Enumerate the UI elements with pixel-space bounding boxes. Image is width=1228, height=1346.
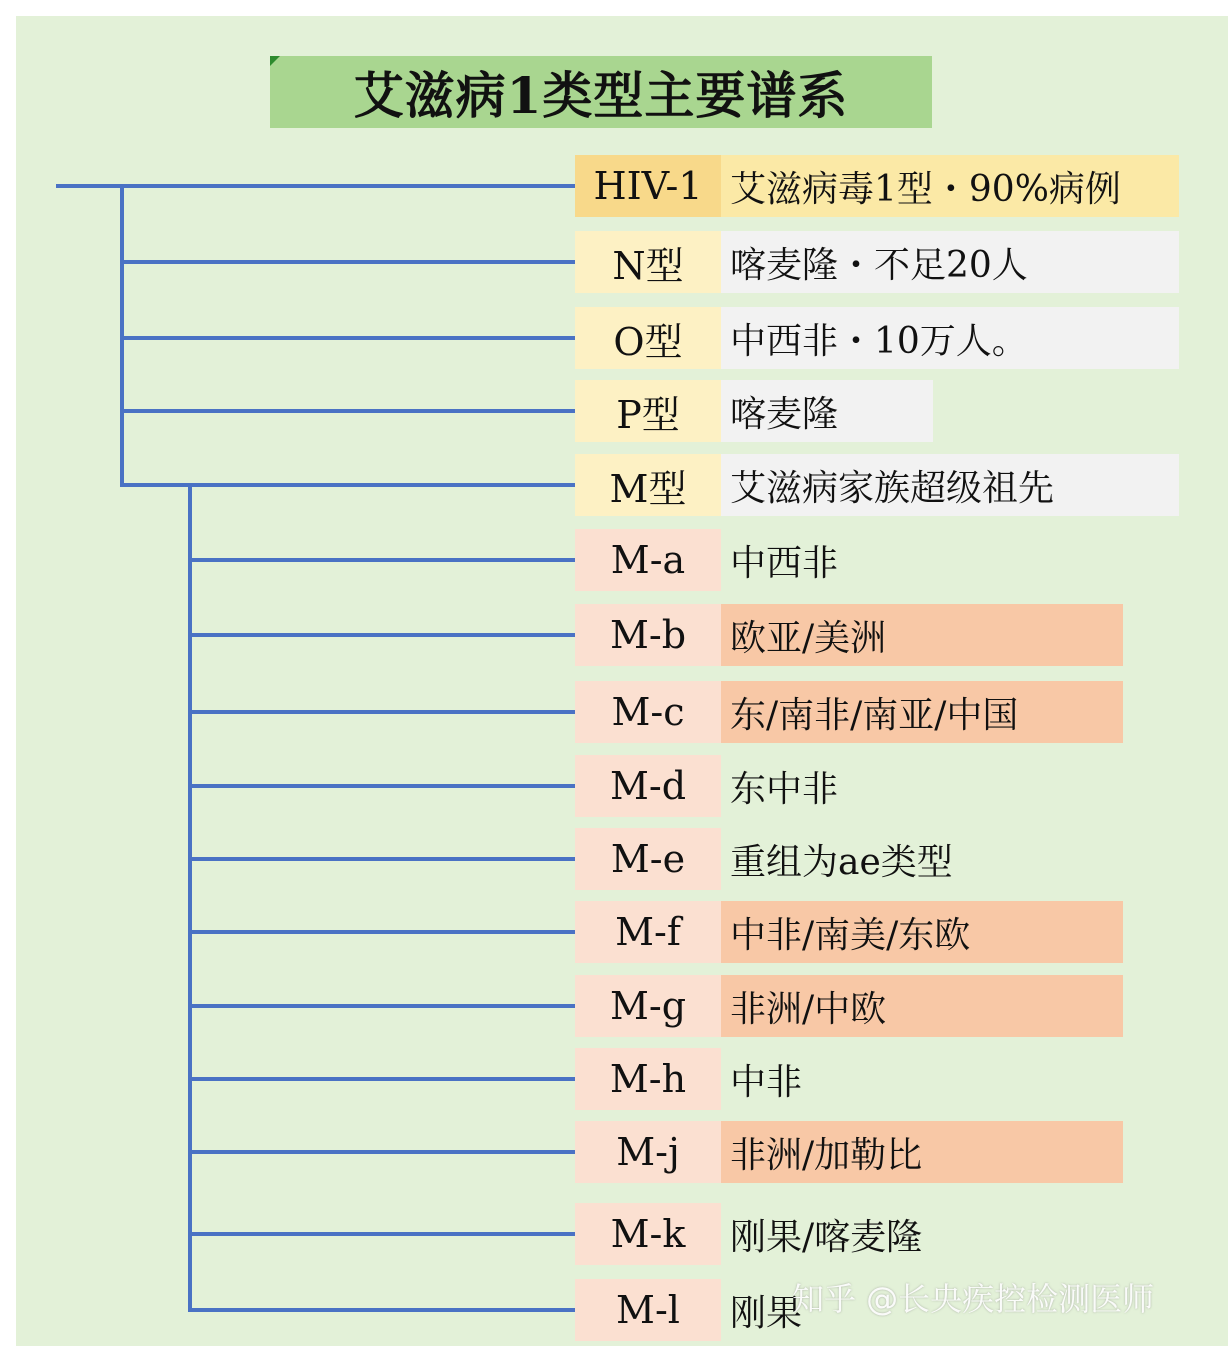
- group-1-description: 喀麦隆・不足20人: [721, 231, 1179, 293]
- root-hiv1-description: 艾滋病毒1型・90%病例: [721, 155, 1179, 217]
- group-2-code: O型: [575, 307, 721, 369]
- subtype-4-description: 东中非: [721, 755, 1123, 817]
- diagram-title: 艾滋病1类型主要谱系: [353, 66, 849, 125]
- root-hiv1-code: HIV-1: [575, 155, 721, 217]
- subtype-4-code: M-d: [575, 755, 721, 817]
- group-1-code: N型: [575, 231, 721, 293]
- subtype-7-description: 非洲/中欧: [721, 975, 1123, 1037]
- subtype-2-description: 欧亚/美洲: [721, 604, 1123, 666]
- subtype-10-description: 刚果/喀麦隆: [721, 1203, 1123, 1265]
- subtype-7-code: M-g: [575, 975, 721, 1037]
- subtype-5-code: M-e: [575, 828, 721, 890]
- subtype-11-code: M-l: [575, 1279, 721, 1341]
- subtype-9-description: 非洲/加勒比: [721, 1121, 1123, 1183]
- watermark: 知乎 @长央疾控检测医师: [792, 1280, 1155, 1318]
- group-3-description: 喀麦隆: [721, 380, 933, 442]
- group-3-code: P型: [575, 380, 721, 442]
- subtype-3-description: 东/南非/南亚/中国: [721, 681, 1123, 743]
- subtype-8-code: M-h: [575, 1048, 721, 1110]
- group-4-description: 艾滋病家族超级祖先: [721, 454, 1179, 516]
- subtype-5-description: 重组为ae类型: [721, 828, 1123, 890]
- subtype-6-description: 中非/南美/东欧: [721, 901, 1123, 963]
- subtype-6-code: M-f: [575, 901, 721, 963]
- subtype-11-description: 刚果: [721, 1279, 1123, 1341]
- group-4-code: M型: [575, 454, 721, 516]
- subtype-1-code: M-a: [575, 529, 721, 591]
- subtype-8-description: 中非: [721, 1048, 1123, 1110]
- group-2-description: 中西非・10万人。: [721, 307, 1179, 369]
- subtype-1-description: 中西非: [721, 529, 1123, 591]
- subtype-3-code: M-c: [575, 681, 721, 743]
- subtype-9-code: M-j: [575, 1121, 721, 1183]
- subtype-2-code: M-b: [575, 604, 721, 666]
- subtype-10-code: M-k: [575, 1203, 721, 1265]
